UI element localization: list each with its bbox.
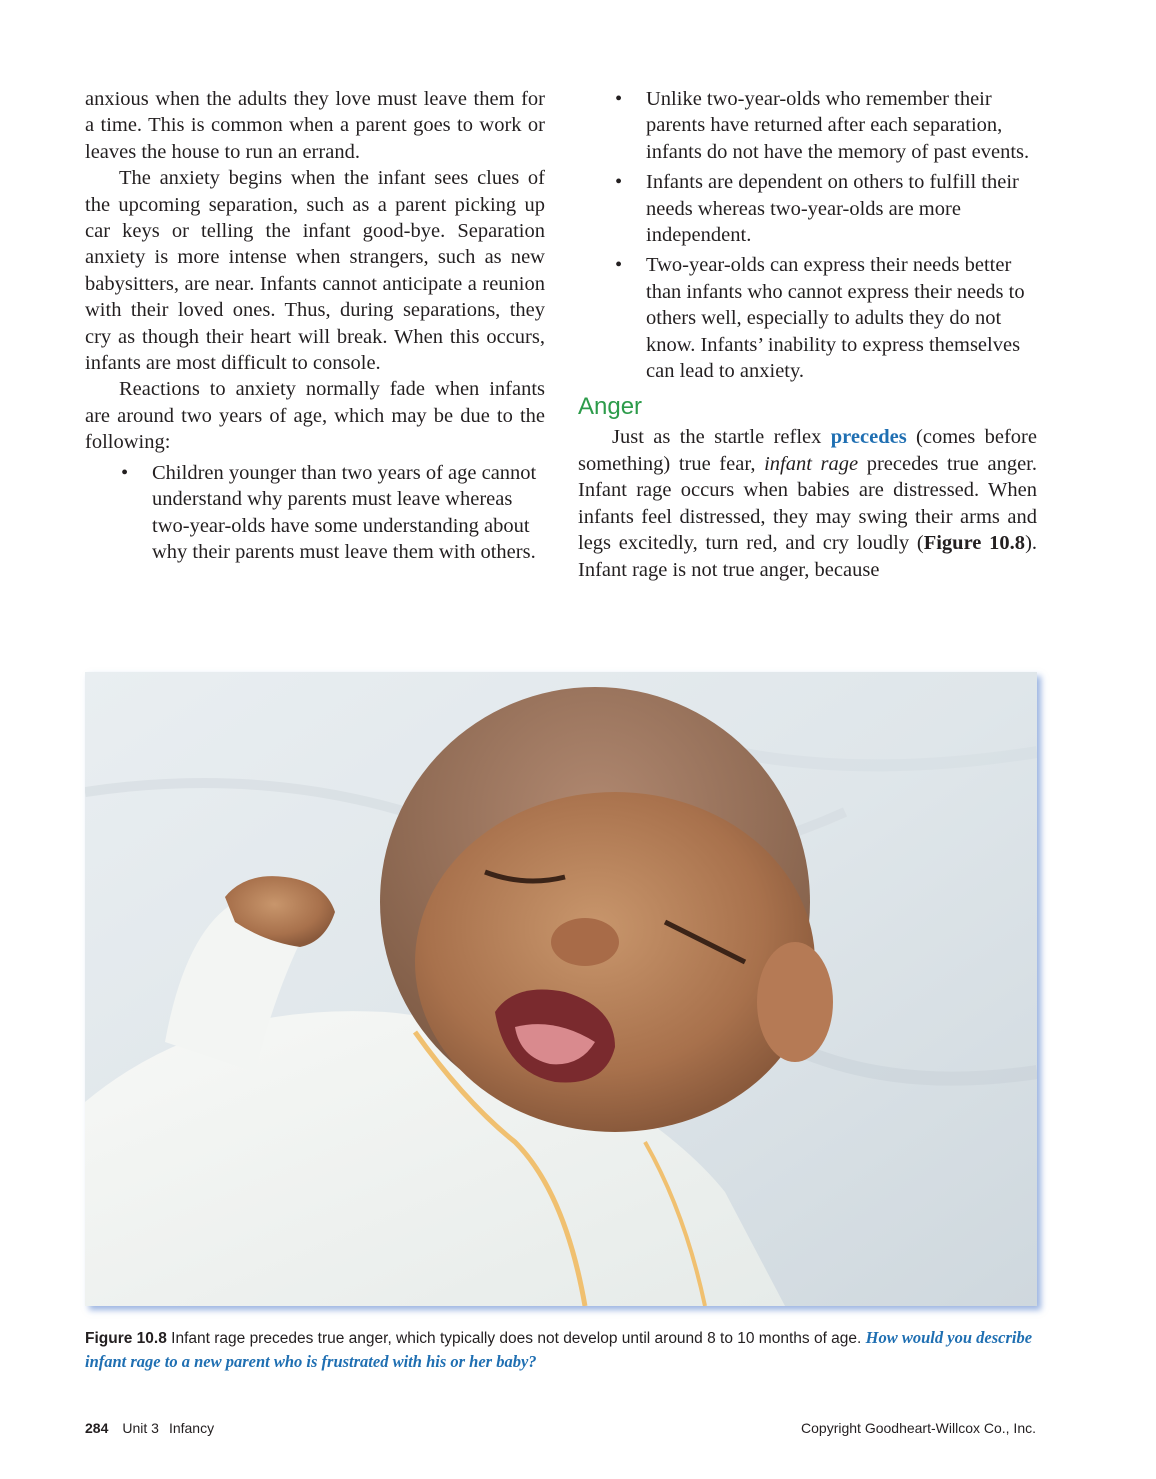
text-run: (comes before something) true fear,: [578, 426, 1037, 475]
bullet-list-right: [578, 86, 1037, 384]
copyright: Copyright Goodheart-Willcox Co., Inc.: [801, 1420, 1036, 1436]
page-number: 284: [85, 1420, 109, 1436]
left-column: [85, 86, 545, 569]
chapter-label: Infancy: [168, 1420, 215, 1436]
glossary-term-precedes[interactable]: precedes: [830, 426, 907, 449]
crying-baby-illustration: [85, 672, 1037, 1306]
figure-reference[interactable]: Figure 10.8: [923, 532, 1026, 555]
section-heading-anger: Anger: [578, 393, 643, 421]
bullet-list-left: [85, 460, 545, 566]
figure-label: Figure 10.8: [85, 1330, 167, 1347]
bullet-item: • Infants are dependent on others to fulfill their needs whereas two-year-olds are more independent.: [578, 169, 1037, 248]
italic-term: infant rage: [764, 452, 859, 475]
caption-question: How would you describe infant rage to a new parent who is frustrated with his or her baby?: [85, 1328, 1033, 1371]
bullet-item: • Children younger than two years of age cannot understand why parents must leave whereas two-year-olds have some understanding about why their parents must leave them with others.: [85, 460, 545, 566]
figure-photo: [85, 672, 1037, 1306]
paragraph-2: The anxiety begins when the infant sees clues of the upcoming separation, such as a parent picking up car keys or telling the infant good-bye. Separation anxiety is more intense when strangers, such as new babysitters, are near. Infants cannot anticipate a reunion with their loved ones. Thus, during separations, they cry as though their heart will break. When this occurs, infants are most difficult to console.: [85, 167, 545, 375]
bullet-item: • Two-year-olds can express their needs better than infants who cannot express their needs to others well, especially to adults they do not know. Infants’ inability to express themselves can lead to anxiety.: [578, 252, 1037, 384]
unit-label: Unit 3: [122, 1420, 159, 1436]
footer-left: [85, 1420, 214, 1436]
caption-text: Infant rage precedes true anger, which typically does not develop until around 8 to 10 months of age.: [166, 1330, 866, 1347]
text-run: Just as the startle reflex: [612, 426, 831, 449]
text-run: ). Infant rage is not true anger, because: [578, 532, 1038, 581]
right-column: [578, 86, 1037, 583]
figure-caption: [85, 1326, 1037, 1374]
paragraph-1: anxious when the adults they love must leave them for a time. This is common when a parent goes to work or leaves the house to run an errand.: [85, 88, 545, 163]
paragraph-3: Reactions to anxiety normally fade when infants are around two years of age, which may be due to the following:: [85, 378, 545, 454]
anger-paragraph: [578, 424, 1037, 582]
bullet-item: • Unlike two-year-olds who remember their parents have returned after each separation, infants do not have the memory of past events.: [578, 86, 1037, 165]
text-run: precedes true anger. Infant rage occurs when babies are distressed. When infants feel distressed, they may swing their arms and legs excitedly, turn red, and cry loudly (: [578, 452, 1037, 555]
